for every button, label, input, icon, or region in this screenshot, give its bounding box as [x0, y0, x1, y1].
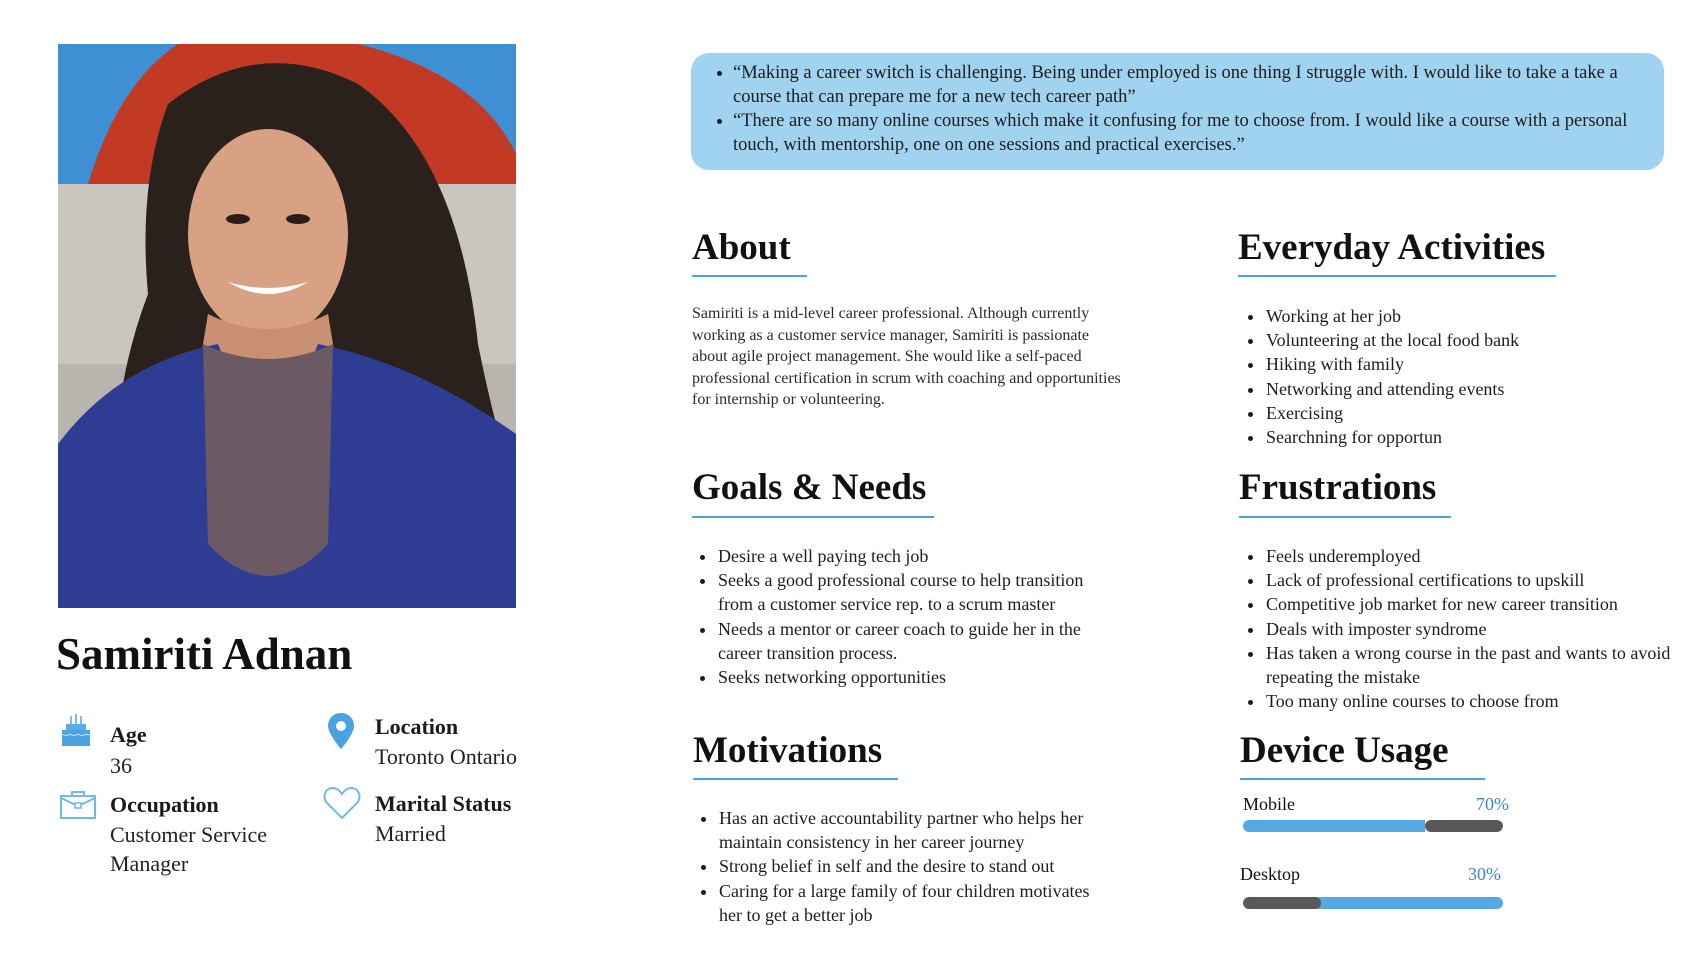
- motivations-list: [693, 806, 1113, 927]
- about-heading: About: [692, 227, 791, 268]
- occupation-value: Customer Service Manager: [110, 822, 268, 876]
- desktop-label: Desktop: [1240, 864, 1300, 884]
- device-usage-underline: [1240, 778, 1485, 780]
- motivations-heading: Motivations: [693, 730, 883, 771]
- list-item: Seeks a good professional course to help transition from a customer service rep. to a scrum master: [692, 568, 1112, 616]
- briefcase-icon: [60, 790, 96, 825]
- desktop-percent: 30%: [1468, 864, 1501, 884]
- list-item: Needs a mentor or career coach to guide her in the career transition process.: [692, 617, 1112, 665]
- frustrations-list: [1240, 544, 1680, 713]
- about-underline: [692, 275, 807, 277]
- mobile-usage-fill: [1243, 820, 1425, 832]
- location-value: Toronto Ontario: [375, 744, 518, 769]
- motivations-underline: [693, 778, 898, 780]
- age-label: Age: [110, 722, 147, 747]
- desktop-usage-fill: [1243, 897, 1321, 909]
- activities-underline: [1238, 275, 1556, 277]
- list-item: Has taken a wrong course in the past and wants to avoid repeating the mistake: [1240, 641, 1680, 689]
- marital-status-label: Marital Status: [375, 791, 512, 816]
- list-item: Has an active accountability partner who helps her maintain consistency in her career journey: [693, 806, 1113, 854]
- list-item: Seeks networking opportunities: [692, 665, 1112, 689]
- mobile-usage-bar: [1243, 820, 1503, 832]
- mobile-label: Mobile: [1243, 794, 1295, 814]
- desktop-usage-bar: [1243, 897, 1503, 909]
- persona-photo: [58, 44, 516, 608]
- list-item: Caring for a large family of four children motivates her to get a better job: [693, 879, 1113, 927]
- mobile-usage-remainder: [1425, 820, 1503, 832]
- activities-list: [1240, 304, 1660, 449]
- list-item: Working at her job: [1240, 304, 1660, 328]
- list-item: Feels underemployed: [1240, 544, 1680, 568]
- list-item: Strong belief in self and the desire to stand out: [693, 854, 1113, 878]
- heart-icon: [323, 786, 361, 825]
- activities-heading: Everyday Activities: [1238, 227, 1546, 268]
- location-pin-icon: [327, 712, 355, 755]
- quote-item: “There are so many online courses which make it confusing for me to choose from. I would like a course with a personal touch, with mentorship, one on one sessions and practical exercises.”: [733, 109, 1634, 157]
- occupation-label: Occupation: [110, 792, 219, 817]
- list-item: Too many online courses to choose from: [1240, 689, 1680, 713]
- list-item: Exercising: [1240, 401, 1660, 425]
- frustrations-heading: Frustrations: [1239, 467, 1437, 508]
- persona-name: Samiriti Adnan: [56, 629, 353, 679]
- list-item: Networking and attending events: [1240, 377, 1660, 401]
- quote-item: “Making a career switch is challenging. Being under employed is one thing I struggle with. I would like to take a take a course that can prepare me for a new tech career path”: [733, 61, 1634, 109]
- cake-icon: [60, 714, 92, 753]
- quote-box: [691, 53, 1664, 170]
- age-value: 36: [110, 753, 132, 778]
- mobile-percent: 70%: [1476, 794, 1509, 814]
- goals-list: [692, 544, 1112, 689]
- list-item: Searchning for opportun: [1240, 425, 1660, 449]
- list-item: Volunteering at the local food bank: [1240, 328, 1660, 352]
- about-text: Samiriti is a mid-level career professional. Although currently working as a customer service manager, Samiriti is passionate about agile project management. She would like a self-paced professional certification in scrum with coaching and opportunities for internship or volunteering.: [692, 305, 1121, 408]
- goals-heading: Goals & Needs: [692, 467, 927, 508]
- list-item: Deals with imposter syndrome: [1240, 617, 1680, 641]
- list-item: Lack of professional certifications to upskill: [1240, 568, 1680, 592]
- frustrations-underline: [1239, 516, 1451, 518]
- list-item: Hiking with family: [1240, 352, 1660, 376]
- goals-underline: [692, 516, 934, 518]
- marital-status-value: Married: [375, 821, 446, 846]
- list-item: Desire a well paying tech job: [692, 544, 1112, 568]
- list-item: Competitive job market for new career transition: [1240, 592, 1680, 616]
- location-label: Location: [375, 714, 459, 739]
- device-usage-heading: Device Usage: [1240, 730, 1449, 771]
